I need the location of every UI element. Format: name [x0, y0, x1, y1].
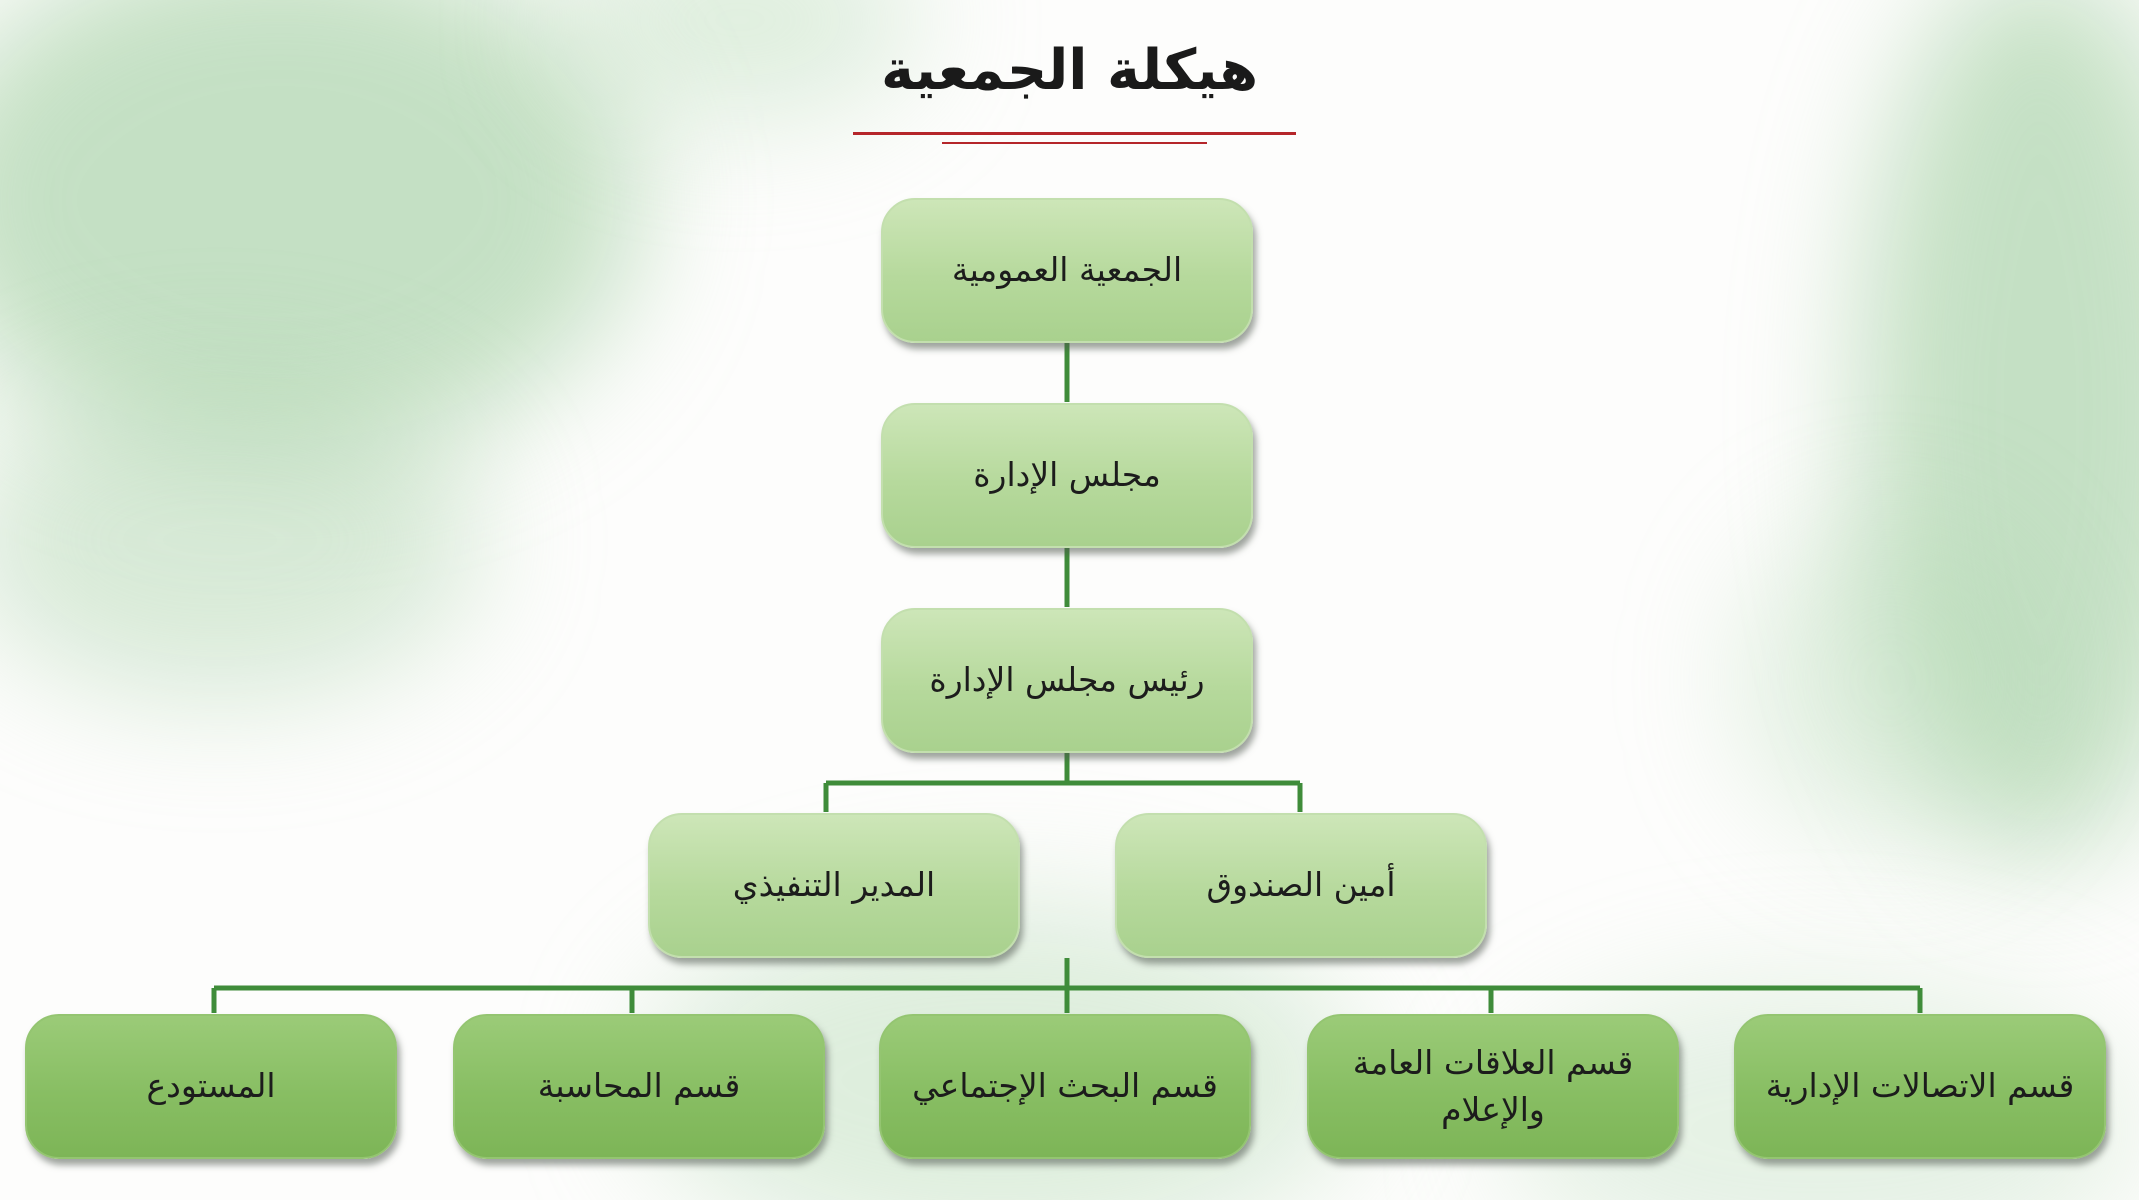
node-admin-communications	[1734, 1014, 2106, 1159]
node-board-chair	[881, 608, 1253, 753]
node-label: مجلس الإدارة	[973, 455, 1161, 495]
node-warehouse	[25, 1014, 397, 1159]
node-label: الجمعية العمومية	[951, 250, 1183, 290]
node-social-research	[879, 1014, 1251, 1159]
node-public-relations-media	[1307, 1014, 1679, 1159]
node-label: المستودع	[146, 1066, 276, 1106]
node-treasurer	[1115, 813, 1487, 958]
node-label: أمين الصندوق	[1206, 865, 1396, 905]
node-accounting	[453, 1014, 825, 1159]
node-board	[881, 403, 1253, 548]
node-label: قسم العلاقات العامة والإعلام	[1352, 1043, 1634, 1129]
node-label: رئيس مجلس الإدارة	[929, 660, 1205, 700]
node-label: قسم الاتصالات الإدارية	[1765, 1066, 2075, 1106]
node-label: قسم المحاسبة	[537, 1066, 741, 1106]
node-executive-director	[648, 813, 1020, 958]
node-label: المدير التنفيذي	[732, 865, 936, 905]
node-general-assembly	[881, 198, 1253, 343]
node-label: قسم البحث الإجتماعي	[912, 1066, 1218, 1106]
page-title: هيكلة الجمعية	[880, 38, 1259, 103]
